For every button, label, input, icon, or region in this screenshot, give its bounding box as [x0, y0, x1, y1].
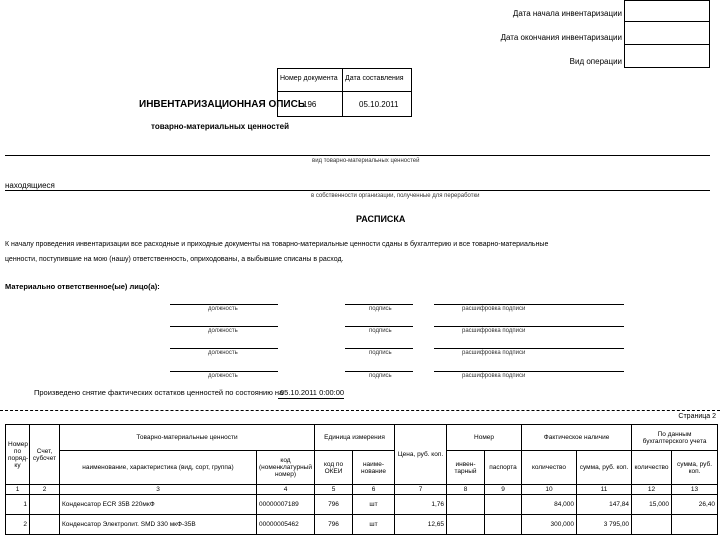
- cell-unit: шт: [353, 515, 395, 535]
- signature-decode-line[interactable]: [434, 348, 624, 349]
- colnum: 2: [30, 485, 60, 495]
- colnum: 4: [257, 485, 315, 495]
- document-title: ИНВЕНТАРИЗАЦИОННАЯ ОПИСЬ: [139, 99, 306, 110]
- stock-text: Произведено снятие фактических остатков ценностей по состоянию на: [34, 388, 284, 397]
- kind-line: [5, 155, 710, 156]
- table-row: [6, 515, 718, 535]
- cell-account: [30, 515, 60, 535]
- colnum: 12: [632, 485, 672, 495]
- operation-field[interactable]: [624, 44, 710, 68]
- signature-sign-caption: подпись: [369, 328, 392, 334]
- signature-decode-line[interactable]: [434, 304, 624, 305]
- header-tmc: Товарно-материальные ценности: [60, 425, 315, 451]
- end-date-field[interactable]: [624, 21, 710, 45]
- header-acc-sum: сумма, руб. коп.: [672, 451, 718, 485]
- header-number: Номер: [447, 425, 522, 451]
- page-separator: [0, 410, 720, 411]
- signature-decode-caption: расшифровка подписи: [462, 350, 526, 356]
- responsible-label: Материально ответственное(ые) лицо(а):: [5, 282, 160, 291]
- header-inv: инвен-тарный: [447, 451, 485, 485]
- header-fact-sum: сумма, руб. коп.: [577, 451, 632, 485]
- operation-label: Вид операции: [569, 57, 622, 66]
- cell-code: 00000005462: [257, 515, 315, 535]
- signature-sign-caption: подпись: [369, 306, 392, 312]
- cell-fact-sum: 147,84: [577, 495, 632, 515]
- start-date-field[interactable]: [624, 0, 710, 22]
- cell-acc-qty: [632, 515, 672, 535]
- signature-decode-caption: расшифровка подписи: [462, 306, 526, 312]
- header-unit: Единица измерения: [315, 425, 395, 451]
- header-okei: код по ОКЕИ: [315, 451, 353, 485]
- cell-inv: [447, 515, 485, 535]
- header-code: код (номенклатурный номер): [257, 451, 315, 485]
- signature-sign-caption: подпись: [369, 350, 392, 356]
- stock-date: 05.10.2011 0:00:00: [280, 388, 345, 397]
- header-unitname: наиме-нование: [353, 451, 395, 485]
- signature-sign-line[interactable]: [345, 326, 413, 327]
- signature-sign-caption: подпись: [369, 373, 392, 379]
- header-fact-qty: количество: [522, 451, 577, 485]
- doc-number-value: 196: [303, 100, 317, 109]
- signature-decode-line[interactable]: [434, 326, 624, 327]
- stock-date-line: [278, 398, 344, 399]
- doc-number-label: Номер документа: [280, 75, 338, 82]
- signature-decode-line[interactable]: [434, 371, 624, 372]
- colnum: 13: [672, 485, 718, 495]
- inventory-table: [5, 424, 718, 535]
- signature-sign-line[interactable]: [345, 348, 413, 349]
- signature-position-caption: должность: [208, 328, 238, 334]
- cell-inv: [447, 495, 485, 515]
- cell-okei: 796: [315, 495, 353, 515]
- table-row: [6, 495, 718, 515]
- colnum: 8: [447, 485, 485, 495]
- end-date-label: Дата окончания инвентаризации: [500, 33, 622, 42]
- cell-passport: [485, 495, 522, 515]
- signature-position-line[interactable]: [170, 348, 278, 349]
- signature-position-caption: должность: [208, 306, 238, 312]
- page-label: Страница 2: [678, 413, 716, 420]
- colnum: 10: [522, 485, 577, 495]
- header-num: Номер по поряд-ку: [6, 425, 30, 485]
- header-fact: Фактическое наличие: [522, 425, 632, 451]
- cell-name: Конденсатор ECR 35B 220мкФ: [60, 495, 257, 515]
- colnum: 7: [395, 485, 447, 495]
- doc-date-value: 05.10.2011: [359, 100, 399, 109]
- located-line: [5, 190, 710, 191]
- cell-fact-qty: 300,000: [522, 515, 577, 535]
- receipt-text-line1: К началу проведения инвентаризации все расходные и приходные документы на товарно-материальные ценности сданы в бухгалтерию и все товарно-материальные: [5, 241, 549, 248]
- cell-code: 00000007189: [257, 495, 315, 515]
- header-account: Счет, субсчет: [30, 425, 60, 485]
- signature-sign-line[interactable]: [345, 304, 413, 305]
- receipt-title: РАСПИСКА: [356, 214, 406, 224]
- header-passport: паспорта: [485, 451, 522, 485]
- cell-name: Конденсатор Электролит. SMD 330 мкФ-35В: [60, 515, 257, 535]
- cell-acc-qty: 15,000: [632, 495, 672, 515]
- cell-passport: [485, 515, 522, 535]
- located-label: находящиеся: [5, 181, 55, 190]
- cell-fact-qty: 84,000: [522, 495, 577, 515]
- cell-fact-sum: 3 795,00: [577, 515, 632, 535]
- colnum: 9: [485, 485, 522, 495]
- cell-account: [30, 495, 60, 515]
- cell-price: 12,65: [395, 515, 447, 535]
- colnum: 1: [6, 485, 30, 495]
- signature-position-line[interactable]: [170, 304, 278, 305]
- doc-date-label: Дата составления: [345, 75, 404, 82]
- header-price: Цена, руб. коп.: [395, 425, 447, 485]
- colnum: 3: [60, 485, 257, 495]
- cell-acc-sum: [672, 515, 718, 535]
- signature-position-caption: должность: [208, 350, 238, 356]
- start-date-label: Дата начала инвентаризации: [512, 9, 622, 18]
- cell-num: 1: [6, 495, 30, 515]
- colnum: 6: [353, 485, 395, 495]
- cell-unit: шт: [353, 495, 395, 515]
- cell-okei: 796: [315, 515, 353, 535]
- signature-position-caption: должность: [208, 373, 238, 379]
- ownership-caption: в собственности организации, полученные для переработки: [311, 193, 480, 199]
- signature-position-line[interactable]: [170, 326, 278, 327]
- document-subtitle: товарно-материальных ценностей: [151, 122, 289, 131]
- kind-caption: вид товарно-материальных ценностей: [312, 158, 420, 164]
- signature-sign-line[interactable]: [345, 371, 413, 372]
- column-numbers-row: [6, 485, 718, 495]
- header-name: наименование, характеристика (вид, сорт, группа): [60, 451, 257, 485]
- cell-price: 1,76: [395, 495, 447, 515]
- signature-position-line[interactable]: [170, 371, 278, 372]
- colnum: 5: [315, 485, 353, 495]
- header-acc-qty: количество: [632, 451, 672, 485]
- cell-acc-sum: 26,40: [672, 495, 718, 515]
- colnum: 11: [577, 485, 632, 495]
- receipt-text-line2: ценности, поступившие на мою (нашу) ответственность, оприходованы, а выбывшие списаны в расход.: [5, 256, 344, 263]
- header-acc: По данным бухгалтерского учета: [632, 425, 718, 451]
- signature-decode-caption: расшифровка подписи: [462, 328, 526, 334]
- signature-decode-caption: расшифровка подписи: [462, 373, 526, 379]
- cell-num: 2: [6, 515, 30, 535]
